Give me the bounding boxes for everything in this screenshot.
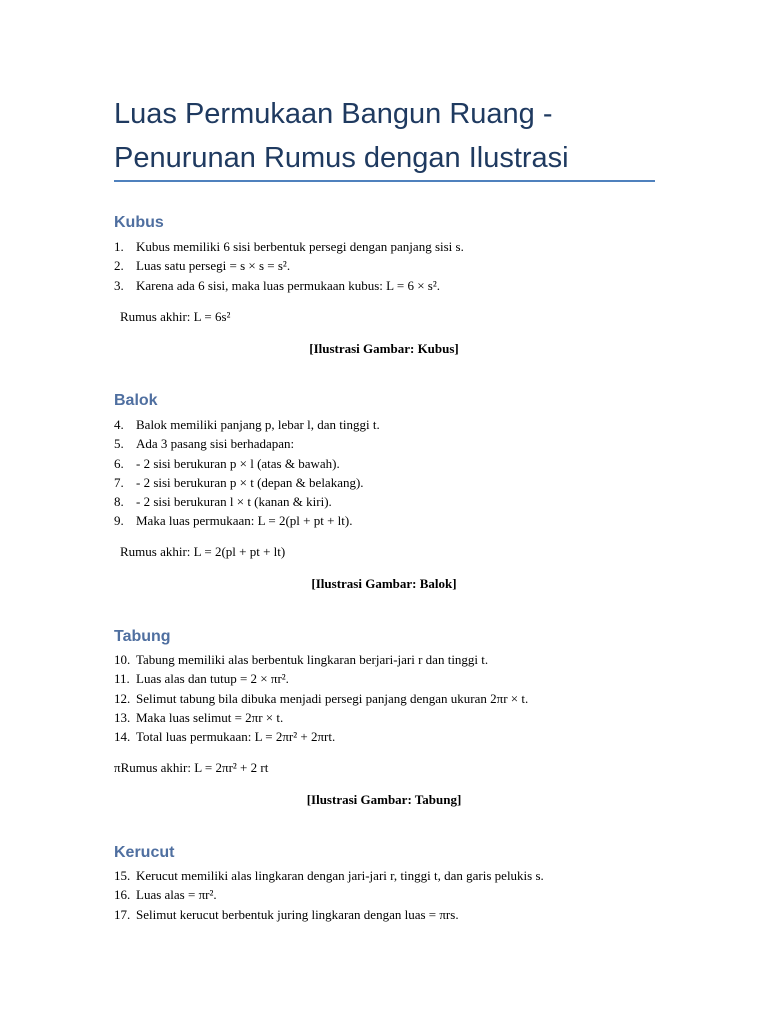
section-heading-tabung: Tabung bbox=[114, 628, 171, 645]
illustration-placeholder-kubus: [Ilustrasi Gambar: Kubus] bbox=[309, 341, 459, 356]
list-kubus bbox=[114, 237, 464, 295]
list-item: 5. Ada 3 pasang sisi berhadapan: bbox=[114, 436, 295, 452]
list-item: 3. Karena ada 6 sisi, maka luas permukaan kubus: L = 6 × s². bbox=[114, 277, 441, 293]
list-item: 4. Balok memiliki panjang p, lebar l, dan tinggi t. bbox=[114, 417, 380, 432]
illustration-placeholder-balok: [Ilustrasi Gambar: Balok] bbox=[311, 576, 457, 591]
list-item: 13. Maka luas selimut = 2πr × t. bbox=[114, 709, 284, 725]
section-heading-kubus: Kubus bbox=[114, 214, 164, 231]
illustration-placeholder-tabung: [Ilustrasi Gambar: Tabung] bbox=[306, 792, 462, 807]
section-heading-kerucut: Kerucut bbox=[114, 844, 175, 861]
list-item: 17. Selimut kerucut berbentuk juring lingkaran dengan luas = πrs. bbox=[114, 906, 459, 922]
list-item: 11. Luas alas dan tutup = 2 × πr². bbox=[114, 671, 289, 687]
list-item: 8. - 2 sisi berukuran l × t (kanan & kiri). bbox=[114, 494, 332, 510]
list-kerucut bbox=[114, 866, 544, 924]
list-item: 1. Kubus memiliki 6 sisi berbentuk persegi dengan panjang sisi s. bbox=[114, 239, 464, 254]
formula-kubus: Rumus akhir: L = 6s² bbox=[120, 309, 231, 324]
list-item: 10. Tabung memiliki alas berbentuk lingkaran berjari-jari r dan tinggi t. bbox=[114, 652, 489, 667]
formula-balok: Rumus akhir: L = 2(pl + pt + lt) bbox=[120, 544, 286, 559]
list-item: 12. Selimut tabung bila dibuka menjadi persegi panjang dengan ukuran 2πr × t. bbox=[114, 690, 529, 706]
section-heading-balok: Balok bbox=[114, 392, 158, 409]
list-balok bbox=[114, 415, 380, 531]
page-title: Luas Permukaan Bangun Ruang - Penurunan Rumus dengan Ilustrasi bbox=[114, 98, 569, 174]
list-item: 7. - 2 sisi berukuran p × t (depan & belakang). bbox=[114, 474, 364, 490]
list-item: 9. Maka luas permukaan: L = 2(pl + pt + lt). bbox=[114, 513, 353, 529]
list-item: 14. Total luas permukaan: L = 2πr² + 2πrt. bbox=[114, 729, 336, 745]
formula-tabung: πRumus akhir: L = 2πr² + 2 rt bbox=[114, 760, 269, 775]
list-item: 16. Luas alas = πr². bbox=[114, 887, 217, 903]
list-item: 15. Kerucut memiliki alas lingkaran dengan jari-jari r, tinggi t, dan garis pelukis s. bbox=[114, 868, 544, 883]
list-tabung bbox=[114, 650, 528, 746]
list-item: 6. - 2 sisi berukuran p × l (atas & bawah). bbox=[114, 455, 340, 471]
list-item: 2. Luas satu persegi = s × s = s². bbox=[114, 258, 291, 274]
title-divider bbox=[114, 180, 655, 182]
